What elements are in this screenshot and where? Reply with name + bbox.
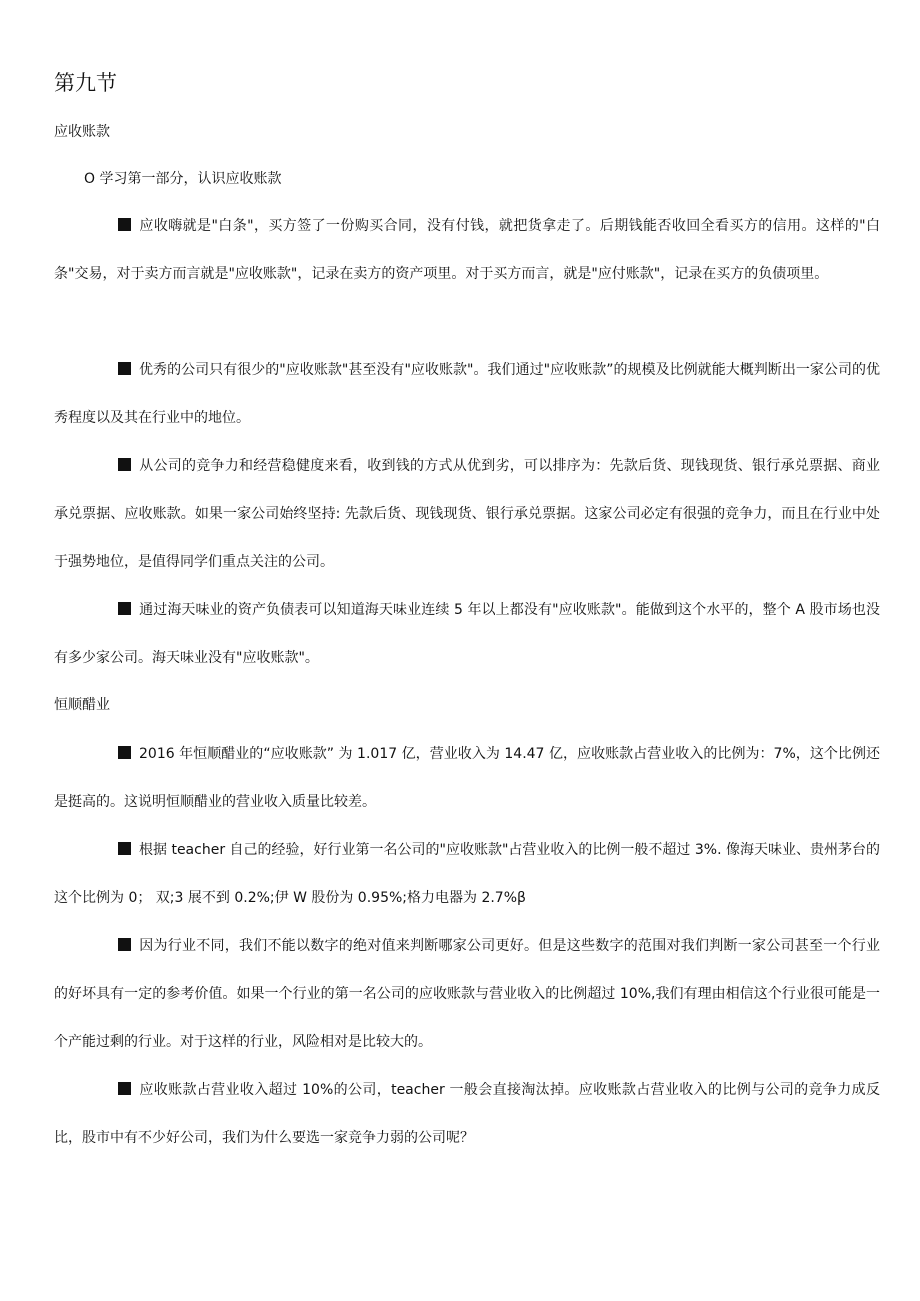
paragraph (54, 922, 880, 1066)
paragraph-text: 应收账款占营业收入超过 10%的公司，teacher 一般会直接淘汰掉。应收账款占营业收入的比例与公司的竞争力成反比，股市中有不少好公司，我们为什么要选一家竞争力弱的公司呢？ (54, 1082, 880, 1146)
paragraph (54, 586, 880, 682)
paragraph (54, 826, 880, 922)
paragraph-text: 2016 年恒顺醋业的“应收账款” 为 1.017 亿，营业收入为 14.47 亿，应收账款占营业收入的比例为：7%，这个比例还是挺高的。这说明恒顺醋业的营业收入质量比较差。 (54, 746, 880, 810)
bullet-icon (118, 746, 131, 759)
bullet-icon (118, 938, 131, 951)
bullet-icon (118, 602, 131, 615)
intro-line: O 学习第一部分，认识应收账款 (84, 171, 282, 187)
paragraph-text: 通过海天味业的资产负债表可以知道海天味业连续 5 年以上都没有"应收账款"。能做到这个水平的，整个 A 股市场也没有多少家公司。海天味业没有"应收账款"。 (54, 602, 880, 666)
bullet-icon (118, 1082, 131, 1095)
paragraph (54, 730, 880, 826)
paragraph-text: 根据 teacher 自己的经验，好行业第一名公司的"应收账款"占营业收入的比例一般不超过 3%. 像海天味业、贵州茅台的这个比例为 0； 双;3 展不到 0.2%;伊 W 股份为 0.95%;格力电器为 2.7%β (54, 842, 880, 906)
paragraph-text: 应收嗨就是"白条"，买方签了一份购买合同，没有付钱，就把货拿走了。后期钱能否收回全看买方的信用。这样的"白条"交易，对于卖方而言就是"应收账款"，记录在卖方的资产项里。对于买方而言，就是"应付账款"，记录在买方的负债项里。 (54, 218, 880, 282)
paragraph (54, 442, 880, 586)
bullet-icon (118, 458, 131, 471)
section-subtitle: 应收账款 (54, 124, 110, 140)
paragraph (54, 346, 880, 442)
paragraph (54, 1066, 880, 1162)
paragraph-text: 从公司的竞争力和经营稳健度来看，收到钱的方式从优到劣，可以排序为：先款后货、现钱现货、银行承兑票据、商业承兑票据、应收账款。如果一家公司始终坚持: 先款后货、现钱现货、银行承兑票据。这家公司必定有很强的竞争力，而且在行业中处于强势地位，是值得同学们重点关注的公司。 (54, 458, 880, 570)
paragraph (54, 202, 880, 298)
paragraph-text: 优秀的公司只有很少的"应收账款"甚至没有"应收账款"。我们通过"应收账款”的规模及比例就能大概判断出一家公司的优秀程度以及其在行业中的地位。 (54, 362, 880, 426)
paragraph-text: 因为行业不同，我们不能以数字的绝对值来判断哪家公司更好。但是这些数字的范围对我们判断一家公司甚至一个行业的好坏具有一定的参考价值。如果一个行业的第一名公司的应收账款与营业收入的比例超过 10%,我们有理由相信这个行业很可能是一个产能过剩的行业。对于这样的行业，风险相对是比较大的。 (54, 938, 880, 1050)
bullet-icon (118, 218, 131, 231)
section-title: 第九节 (54, 71, 117, 95)
bullet-icon (118, 842, 131, 855)
company-subheading: 恒顺醋业 (54, 697, 110, 713)
bullet-icon (118, 362, 131, 375)
